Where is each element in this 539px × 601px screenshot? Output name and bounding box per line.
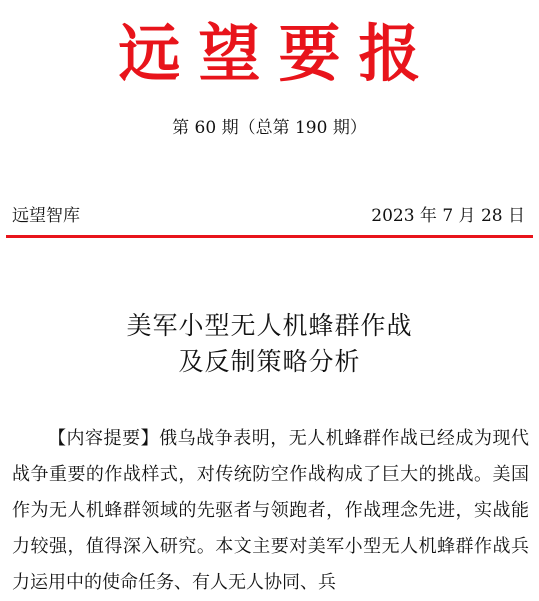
header-divider — [6, 235, 533, 238]
masthead-title: 远望要报 — [118, 17, 439, 90]
issue-number: 第 60 期（总第 190 期） — [172, 118, 367, 138]
publication-date: 2023 年 7 月 28 日 — [371, 206, 525, 226]
article-title-line-1: 美军小型无人机蜂群作战 — [126, 311, 413, 340]
article-title-line-2: 及反制策略分析 — [178, 347, 361, 376]
article-abstract: 【内容提要】俄乌战争表明，无人机蜂群作战已经成为现代战争重要的作战样式，对传统防空作战构成了巨大的挑战。美国作为无人机蜂群领域的先驱者与领跑者，作战理念先进，实战能力较强，值得深入研究。本文主要对美军小型无人机蜂群作战兵力运用中的使命任务、有人无人协同、兵 — [12, 428, 529, 593]
publisher-name: 远望智库 — [12, 206, 80, 226]
